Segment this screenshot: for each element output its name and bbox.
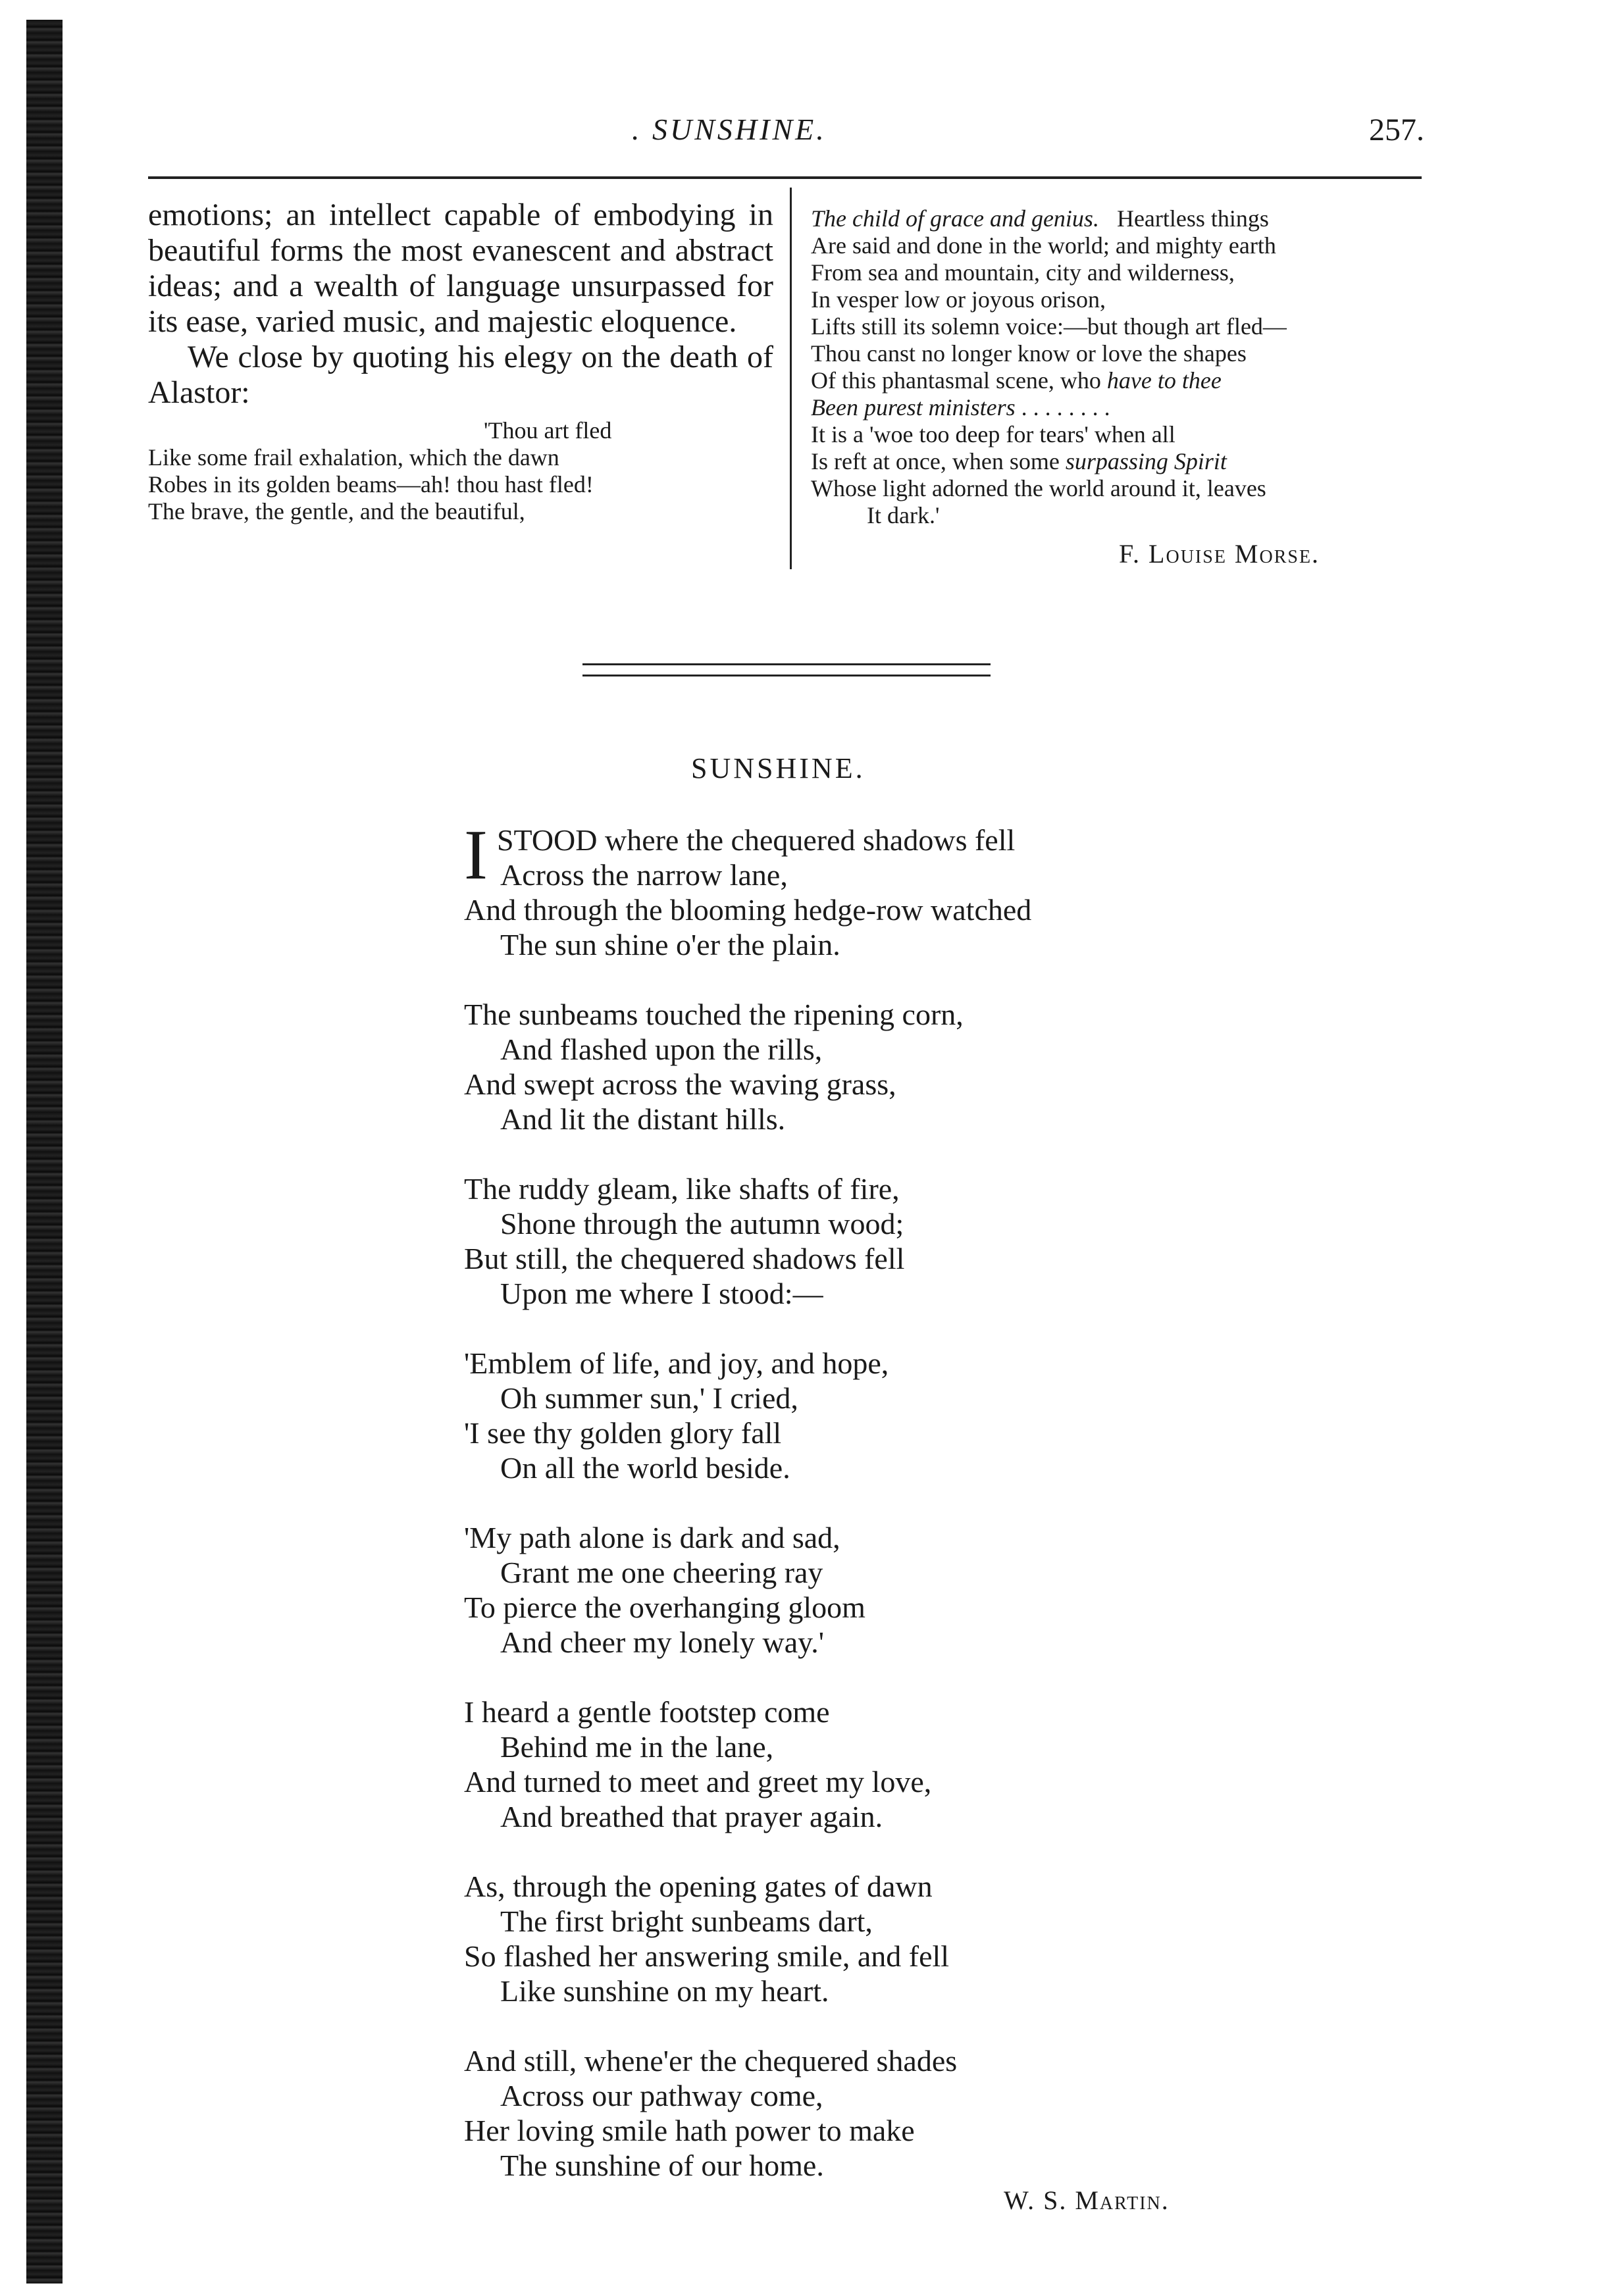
quote-line: Thou canst no longer know or love the shapes — [811, 340, 1247, 367]
left-column — [148, 197, 773, 525]
quote-line: Are said and done in the world; and mighty earth — [811, 232, 1276, 259]
poem-line: 'I see thy golden glory fall — [464, 1416, 782, 1450]
poem-line: To pierce the overhanging gloom — [464, 1591, 865, 1624]
poem-stanza — [464, 816, 1032, 962]
poem-stanza — [464, 1171, 1031, 1311]
poem-line: The first bright sunbeams dart, — [500, 1904, 873, 1938]
italic-phrase: The child of grace and genius. — [811, 205, 1099, 232]
quote-line — [811, 205, 1436, 232]
quote-line: 'Thou art fled — [484, 417, 612, 444]
quote-line: In vesper low or joyous orison, — [811, 286, 1106, 313]
poem-line: Grant me one cheering ray — [500, 1556, 823, 1589]
poem-line: Across the narrow lane, — [500, 858, 788, 892]
poem-stanza — [464, 1520, 1031, 1660]
poem-stanza — [464, 1869, 1031, 2008]
poem-line: Upon me where I stood:— — [500, 1277, 823, 1310]
poem-line: So flashed her answering smile, and fell — [464, 1939, 950, 1973]
poem-stanza — [464, 997, 1031, 1136]
book-binding-edge — [26, 20, 63, 2283]
section-divider — [582, 663, 991, 676]
poem-line: Oh summer sun,' I cried, — [500, 1381, 798, 1415]
poem-line: As, through the opening gates of dawn — [464, 1870, 933, 1903]
quote-line: It is a 'woe too deep for tears' when all — [811, 421, 1175, 447]
poem-stanza — [464, 2043, 1031, 2183]
poem-line: STOOD where the chequered shadows fell — [496, 823, 1016, 857]
poem-line: Behind me in the lane, — [500, 1730, 774, 1764]
poem-line: The ruddy gleam, like shafts of fire, — [464, 1172, 900, 1206]
poem-line: And lit the distant hills. — [500, 1102, 786, 1136]
poem-body — [464, 816, 1032, 2218]
quote-line — [811, 448, 1436, 475]
poem-line: Like sunshine on my heart. — [500, 1974, 829, 2008]
poem-line: Across our pathway come, — [500, 2079, 823, 2112]
poem-line: And breathed that prayer again. — [500, 1800, 883, 1833]
page-number: 257. — [1369, 113, 1424, 147]
poem-line: And still, whene'er the chequered shades — [464, 2044, 958, 2078]
quote-line: Robes in its golden beams—ah! thou hast fled! — [148, 471, 594, 497]
quote-line — [811, 367, 1436, 394]
poem-line: And swept across the waving grass, — [464, 1067, 896, 1101]
header-rule — [148, 176, 1422, 179]
ellipsis-dots: . . . . . . . . — [1021, 394, 1110, 421]
poem-line: The sunshine of our home. — [500, 2149, 824, 2182]
poem-line: Her loving smile hath power to make — [464, 2114, 915, 2147]
quote-text: Of this phantasmal scene, who — [811, 367, 1101, 394]
poem-line: And cheer my lonely way.' — [500, 1625, 824, 1659]
quote-line: Like some frail exhalation, which the dawn — [148, 444, 559, 471]
italic-phrase: surpassing Spirit — [1065, 448, 1227, 474]
poem-signature: W. S. Martin. — [1004, 2185, 1170, 2215]
poem-stanza — [464, 1695, 1031, 1834]
poem-line: 'Emblem of life, and joy, and hope, — [464, 1346, 889, 1380]
left-paragraph: We close by quoting his elegy on the death of Alastor: — [148, 340, 773, 410]
column-divider — [790, 188, 792, 569]
poem-line: On all the world beside. — [500, 1451, 790, 1485]
poem-line: And through the blooming hedge-row watched — [464, 893, 1032, 927]
poem-line: Shone through the autumn wood; — [500, 1207, 904, 1240]
poem-line: The sunbeams touched the ripening corn, — [464, 998, 964, 1031]
poem-line: I heard a gentle footstep come — [464, 1695, 830, 1729]
quote-line: The brave, the gentle, and the beautiful, — [148, 498, 525, 524]
right-column — [811, 205, 1436, 529]
elegy-quote-start — [148, 417, 773, 525]
quote-line: It dark.' — [867, 502, 940, 528]
italic-phrase: have to thee — [1106, 367, 1222, 394]
quote-line: From sea and mountain, city and wilderness, — [811, 259, 1235, 286]
quote-text: Heartless things — [1116, 205, 1269, 232]
poem-line: The sun shine o'er the plain. — [500, 928, 840, 961]
poem-title: SUNSHINE. — [691, 752, 865, 784]
running-title: . SUNSHINE. — [632, 113, 827, 146]
italic-phrase: Been purest ministers — [811, 394, 1016, 421]
poem-line: 'My path alone is dark and sad, — [464, 1521, 840, 1554]
author-signature: F. Louise Morse. — [1119, 539, 1320, 569]
poem-stanza — [464, 1346, 1031, 1485]
poem-line: But still, the chequered shadows fell — [464, 1242, 905, 1275]
poem-line: And flashed upon the rills, — [500, 1033, 823, 1066]
quote-text: Is reft at once, when some — [811, 448, 1060, 474]
left-paragraph: emotions; an intellect capable of embodying in beautiful forms the most evanescent and abstract ideas; and a wealth of language unsurpassed for its ease, varied music, and majestic eloquence. — [148, 197, 773, 339]
quote-line: Whose light adorned the world around it, leaves — [811, 475, 1266, 501]
poem-line: And turned to meet and greet my love, — [464, 1765, 932, 1799]
drop-cap: I — [464, 816, 488, 894]
quote-line — [811, 394, 1436, 421]
quote-line: Lifts still its solemn voice:—but though art fled— — [811, 313, 1287, 340]
